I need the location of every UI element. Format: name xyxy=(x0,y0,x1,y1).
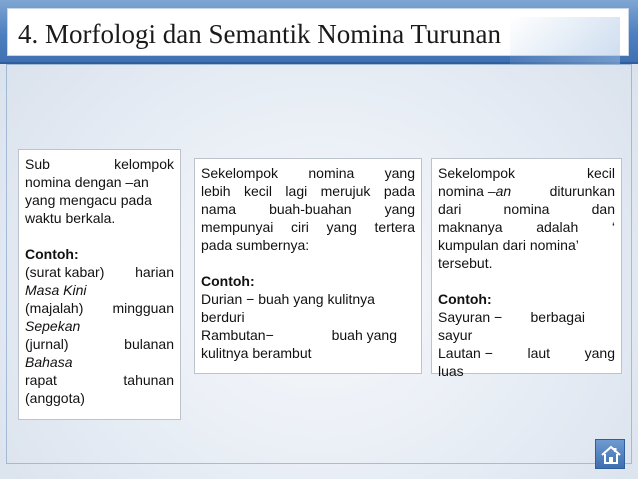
col1-line: nomina dengan –an xyxy=(25,174,149,190)
col2-line: nama buah-buahan yang xyxy=(201,201,415,217)
col3-line-start xyxy=(438,182,511,200)
col2-line: pada sumbernya: xyxy=(201,237,310,253)
col2-line: Sekelompok nomina yang xyxy=(201,165,415,181)
col3-example-cont: sayur xyxy=(438,327,473,343)
col1-example xyxy=(25,335,174,353)
col2-example-desc: buah yang xyxy=(331,327,397,343)
col3-example xyxy=(438,344,615,362)
col1-line: yang mengacu pada xyxy=(25,192,152,208)
col2-line: mempunyai ciri yang tertera xyxy=(201,219,415,235)
col3-suffix: –an xyxy=(487,183,512,199)
col3-example-desc: laut xyxy=(527,345,551,361)
col3-word: nomina xyxy=(438,183,488,199)
col2-example-term: Rambutan− xyxy=(201,327,274,343)
col2-example-cont: kulitnya berambut xyxy=(201,345,312,361)
col3-example-desc: yang xyxy=(584,345,615,361)
col3-word: Sekelompok xyxy=(438,165,516,181)
col3-example-term: Lautan − xyxy=(438,345,493,361)
col3-contoh-label: Contoh: xyxy=(438,291,492,307)
title-box xyxy=(7,8,629,56)
title-bar xyxy=(0,0,638,64)
col1-example xyxy=(25,299,174,317)
col3-line xyxy=(438,218,615,236)
col3-example xyxy=(438,308,615,326)
col1-example-term: mingguan xyxy=(112,300,174,316)
slide-title: 4. Morfologi dan Semantik Nomina Turunan xyxy=(18,19,501,49)
col1-example-source: rapat xyxy=(25,372,57,388)
col2-line: lebih kecil lagi merujuk pada xyxy=(201,183,415,199)
col3-word: kecil xyxy=(586,165,615,181)
col1-line: waktu berkala. xyxy=(25,210,116,226)
col1-line xyxy=(25,155,174,173)
text-box-buah-buahan xyxy=(194,158,422,374)
col1-example-term: tahunan xyxy=(123,372,174,388)
col1-example xyxy=(25,371,174,389)
col3-example-cont: luas xyxy=(438,363,464,379)
col1-contoh-label: Contoh: xyxy=(25,246,79,262)
col3-line: tersebut. xyxy=(438,255,493,271)
col3-word: nomina xyxy=(503,201,550,217)
col3-example-desc: berbagai xyxy=(530,309,585,325)
home-icon xyxy=(600,444,622,466)
col3-word: maknanya xyxy=(438,219,503,235)
col1-example-source: (jurnal) xyxy=(25,336,69,352)
col1-example-source: (surat kabar) xyxy=(25,264,105,280)
col1-example-name: (anggota) xyxy=(25,390,85,406)
col1-example-term: bulanan xyxy=(124,336,174,352)
col2-example-cont: berduri xyxy=(201,309,245,325)
col1-word: kelompok xyxy=(114,156,174,172)
col3-word: adalah xyxy=(536,219,579,235)
col3-example-term: Sayuran − xyxy=(438,309,503,325)
col3-line xyxy=(438,200,615,218)
col1-example-name: Masa Kini xyxy=(25,282,87,298)
home-button[interactable] xyxy=(595,439,625,469)
title-decoration xyxy=(510,17,620,65)
col3-word: dari xyxy=(438,201,462,217)
col3-line: kumpulan dari nomina’ xyxy=(438,237,579,253)
col2-example xyxy=(201,326,415,344)
col1-example-name: Sepekan xyxy=(25,318,81,334)
col2-example: Durian − buah yang kulitnya xyxy=(201,291,375,307)
col3-line xyxy=(438,164,615,182)
col2-contoh-label: Contoh: xyxy=(201,273,255,289)
col3-word: diturunkan xyxy=(549,183,615,199)
col3-word: dan xyxy=(591,201,615,217)
col1-example xyxy=(25,263,174,281)
text-box-waktu-berkala xyxy=(18,149,181,420)
text-box-kumpulan xyxy=(431,158,622,379)
col3-line xyxy=(438,182,615,200)
col1-example-term: harian xyxy=(135,264,174,280)
col1-example-source: (majalah) xyxy=(25,300,84,316)
col3-word: ‘ xyxy=(611,219,615,235)
col1-example-name: Bahasa xyxy=(25,354,73,370)
col1-word: Sub xyxy=(25,156,50,172)
